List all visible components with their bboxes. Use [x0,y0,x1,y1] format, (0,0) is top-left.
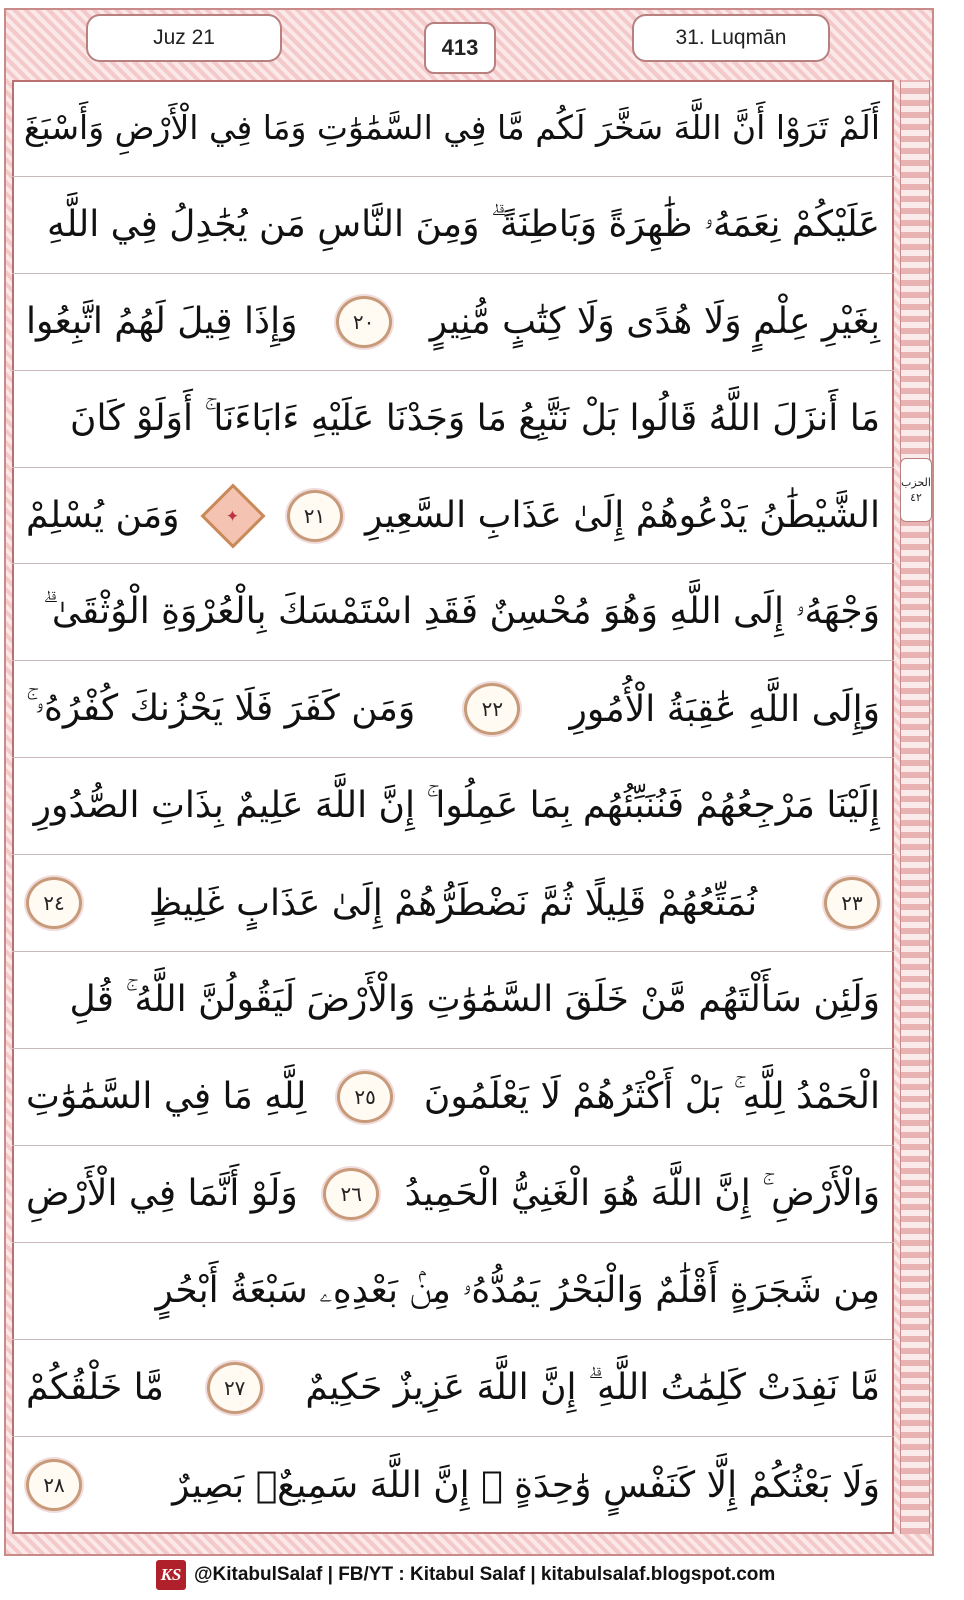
ayah-number-marker: ٢٥ [337,1071,393,1123]
verse-text: وَلَوْ أَنَّمَا فِي الْأَرْضِ [26,1173,298,1215]
verse-text: الشَّيْطَٰنُ يَدْعُوهُمْ إِلَىٰ عَذَابِ السَّعِيرِ [364,495,880,537]
quran-text-lines [12,80,894,1534]
quran-line [12,1146,894,1243]
verse-text: لِلَّهِ مَا فِي السَّمَٰوَٰتِ [26,1076,307,1118]
quran-line [12,1049,894,1146]
quran-line [12,565,894,662]
ayah-number-marker: ٢٣ [824,877,880,929]
ayah-number-marker: ٢٦ [323,1168,379,1220]
verse-text: وَالْأَرْضِ ۚ إِنَّ اللَّهَ هُوَ الْغَنِيُّ الْحَمِيدُ [404,1172,880,1214]
quran-line [12,371,894,468]
hizb-marker-label: الحزب [901,476,931,489]
ayah-number-marker: ٢٨ [26,1459,82,1511]
quran-line [12,468,894,565]
ayah-number-marker: ٢٤ [26,877,82,929]
quran-line [12,177,894,274]
hizb-marker [900,458,932,522]
ayah-number-marker: ٢٢ [464,683,520,735]
verse-text: بِغَيْرِ عِلْمٍ وَلَا هُدًى وَلَا كِتَٰبٍ مُّنِيرٍ [429,301,880,343]
verse-text: مَّا خَلْقُكُمْ [26,1367,164,1409]
verse-text: وَإِلَى اللَّهِ عَٰقِبَةُ الْأُمُورِ [569,688,880,730]
quran-line [12,1437,894,1534]
page-number: 413 [424,22,496,74]
side-ornament-strip [900,80,930,1534]
ayah-number-marker: ٢٧ [207,1362,263,1414]
quran-line [12,1243,894,1340]
quran-line [12,661,894,758]
ayah-number-marker: ٢١ [287,490,343,542]
quran-line [12,758,894,855]
surah-label: 31. Luqmān [632,14,830,62]
verse-text: مَّا نَفِدَتْ كَلِمَٰتُ اللَّهِ ۗ إِنَّ اللَّهَ عَزِيزٌ حَكِيمٌ [305,1366,880,1408]
verse-text: مَا أَنزَلَ اللَّهُ قَالُوا بَلْ نَتَّبِعُ مَا وَجَدْنَا عَلَيْهِ ءَابَاءَنَا ۚ أَوَلَوْ كَانَ [70,397,880,439]
verse-text: نُمَتِّعُهُمْ قَلِيلًا ثُمَّ نَضْطَرُّهُمْ إِلَىٰ عَذَابٍ غَلِيظٍ [148,882,758,924]
verse-text: وَلَا بَعْثُكُمْ إِلَّا كَنَفْسٍ وَٰحِدَةٍ ۗ إِنَّ اللَّهَ سَمِيعٌۢ بَصِيرٌ [172,1464,880,1506]
verse-text: وَلَئِن سَأَلْتَهُم مَّنْ خَلَقَ السَّمَٰوَٰتِ وَالْأَرْضَ لَيَقُولُنَّ اللَّهُ ۚ قُلِ [69,979,880,1021]
verse-text: مِن شَجَرَةٍ أَقْلَٰمٌ وَالْبَحْرُ يَمُدُّهُۥ مِنۢ بَعْدِهِۦ سَبْعَةُ أَبْحُرٍ [155,1269,880,1311]
quran-line [12,952,894,1049]
rub-el-hizb-icon: ✦ [201,483,266,548]
ks-logo: KS [156,1560,186,1590]
ayah-number-marker: ٢٠ [336,296,392,348]
juz-label: Juz 21 [86,14,282,62]
verse-text: وَجْهَهُۥ إِلَى اللَّهِ وَهُوَ مُحْسِنٌ فَقَدِ اسْتَمْسَكَ بِالْعُرْوَةِ الْوُثْقَىٰ ۗ [42,591,880,633]
quran-line [12,80,894,177]
verse-text: الْحَمْدُ لِلَّهِ ۚ بَلْ أَكْثَرُهُمْ لَا يَعْلَمُونَ [423,1075,880,1117]
quran-line [12,1340,894,1437]
verse-text: وَمَن كَفَرَ فَلَا يَحْزُنكَ كُفْرُهُۥ ۚ [26,688,416,730]
verse-text: إِلَيْنَا مَرْجِعُهُمْ فَنُنَبِّئُهُم بِمَا عَمِلُوا ۚ إِنَّ اللَّهَ عَلِيمٌ بِذَاتِ الصُّدُورِ [33,785,880,827]
footer-text: @KitabulSalaf | FB/YT : Kitabul Salaf | kitabulsalaf.blogspot.com [194,1564,776,1585]
quran-line [12,274,894,371]
verse-text: عَلَيْكُمْ نِعَمَهُۥ ظَٰهِرَةً وَبَاطِنَةً ۗ وَمِنَ النَّاسِ مَن يُجَٰدِلُ فِي اللَّهِ [47,203,880,245]
verse-text: وَمَن يُسْلِمْ [26,495,180,537]
quran-line [12,855,894,952]
verse-text: وَإِذَا قِيلَ لَهُمُ اتَّبِعُوا [26,301,298,343]
hizb-marker-number: ٤٢ [910,491,922,504]
footer [156,1558,836,1592]
verse-text: أَلَمْ تَرَوْا أَنَّ اللَّهَ سَخَّرَ لَكُم مَّا فِي السَّمَٰوَٰتِ وَمَا فِي الْأَرْضِ وَأَسْبَغَ [23,108,880,148]
